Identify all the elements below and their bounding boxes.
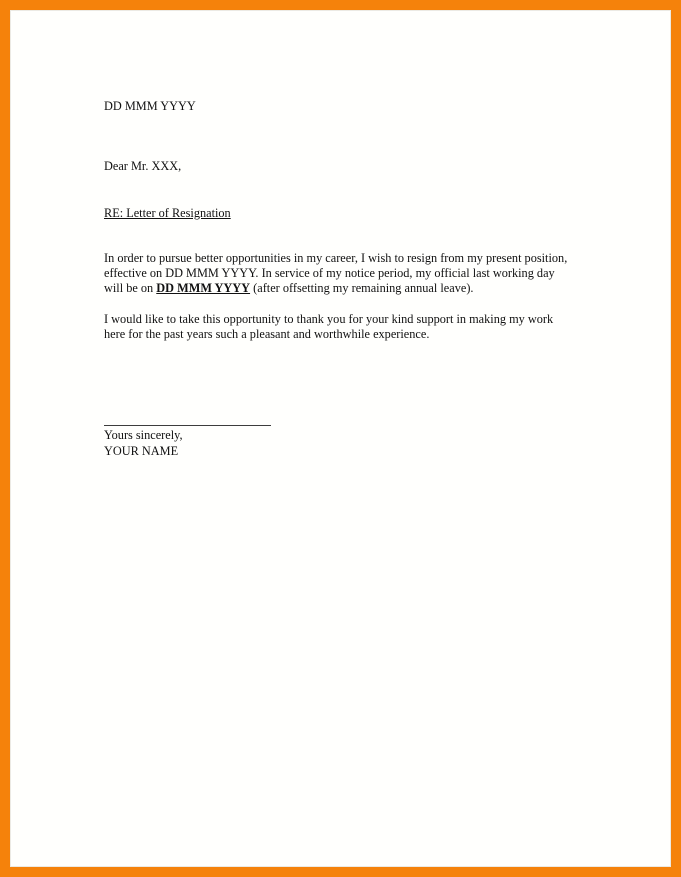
letter-date: DD MMM YYYY — [104, 99, 196, 113]
signature-rule — [104, 425, 271, 426]
letter-paragraph-1 — [104, 221, 572, 297]
signature-name: YOUR NAME — [104, 443, 179, 458]
paragraph-1-part-1: In order to pursue better opportunities in my career, I wish to resign from my present position, effective on DD MMM YYYY. In service of my notice period, my official last working day will be on — [104, 250, 568, 296]
letter-body — [104, 99, 572, 459]
letter-salutation: Dear Mr. XXX, — [104, 159, 182, 174]
letter-page — [10, 10, 671, 867]
signature-closing: Yours sincerely, — [104, 428, 183, 443]
letter-subject-text: RE: Letter of Resignation — [104, 205, 231, 220]
letter-paragraph-2: I would like to take this opportunity to thank you for your kind support in making my work here for the past years such a pleasant and worthwhile experience. — [104, 311, 554, 342]
letter-subject — [104, 175, 572, 221]
paragraph-1-part-2: (after offsetting my remaining annual leave). — [250, 281, 474, 296]
signature-block — [104, 342, 572, 459]
paragraph-1-emphasized-date: DD MMM YYYY — [156, 281, 251, 296]
